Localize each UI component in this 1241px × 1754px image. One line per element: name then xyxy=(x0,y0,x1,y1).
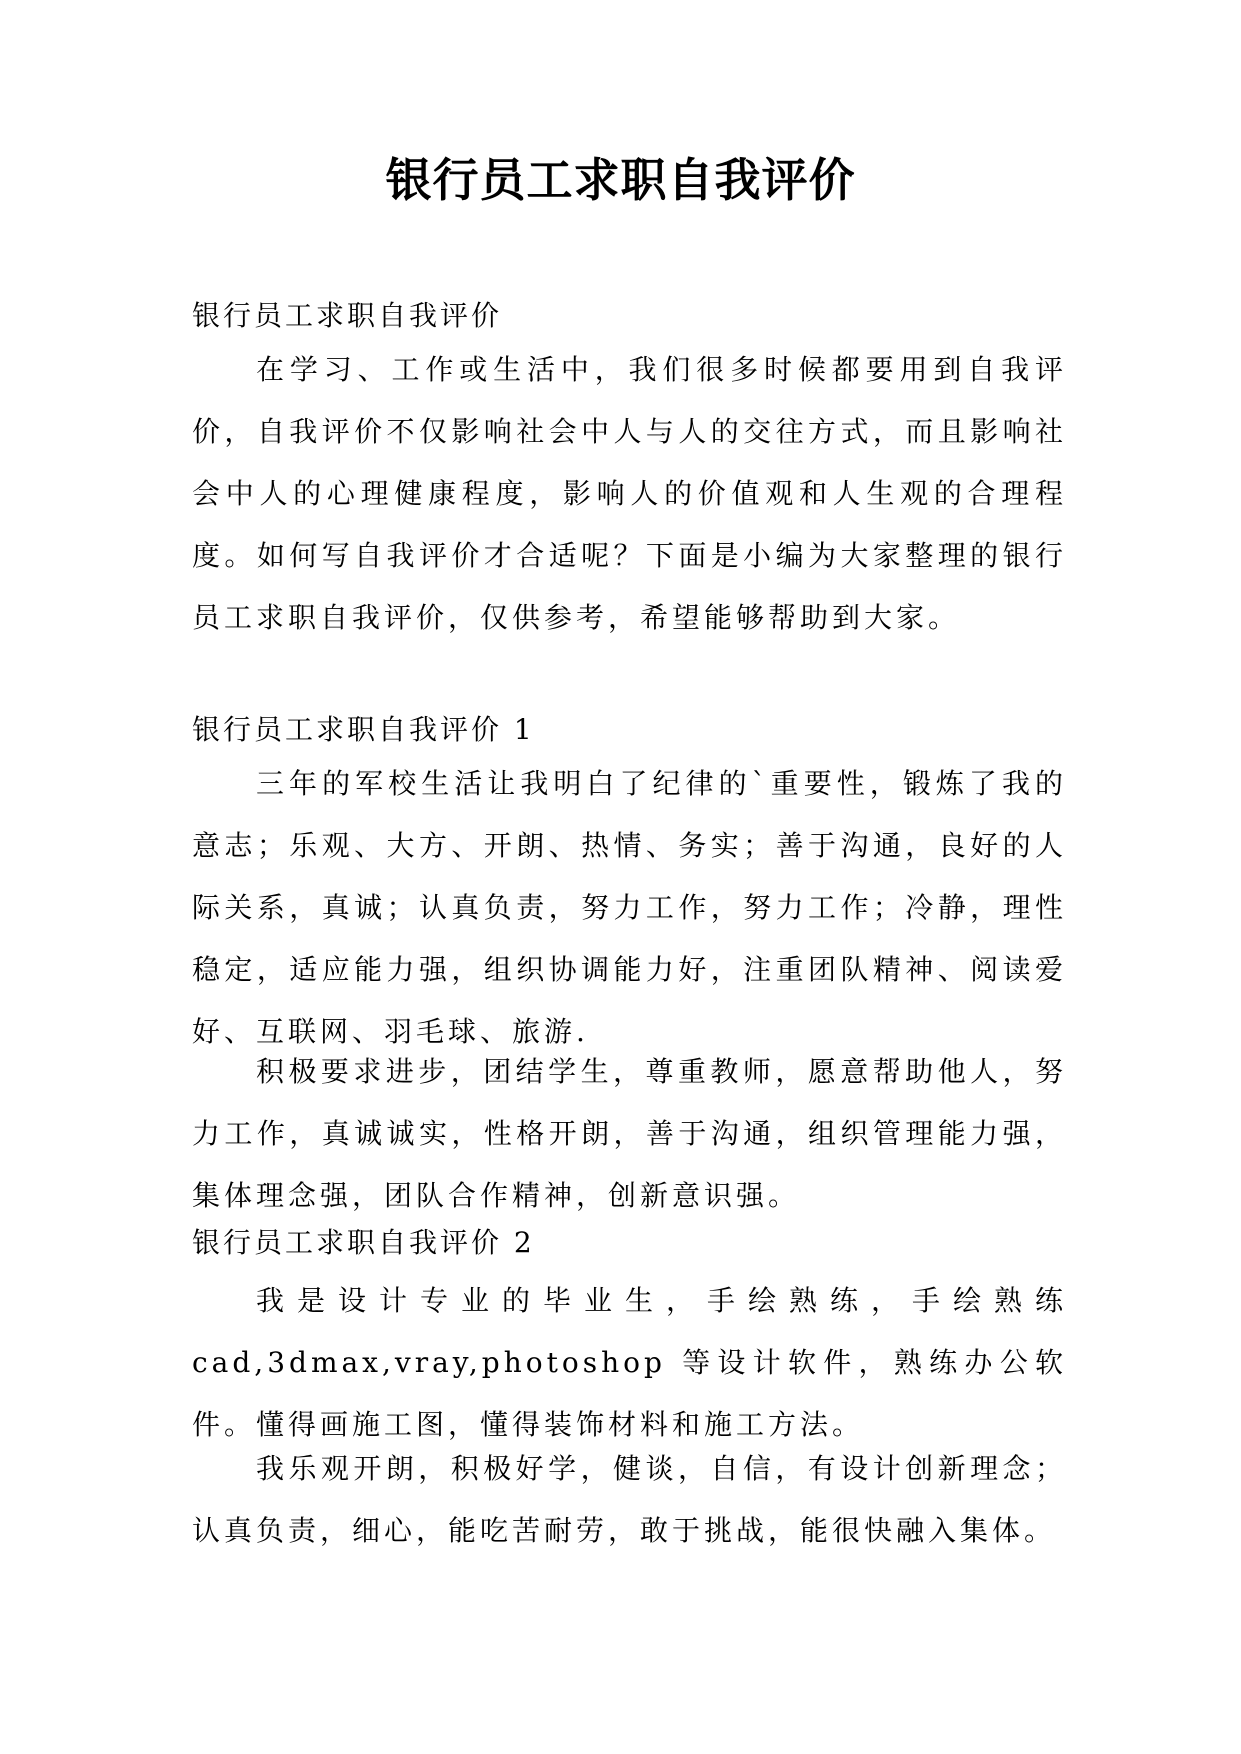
paragraph-text: 在学习、工作或生活中，我们很多时候都要用到自我评价，自我评价不仅影响社会中人与人的交往方式，而且影响社会中人的心理健康程度，影响人的价值观和人生观的合理程度。如何写自我评价才合适呢？下面是小编为大家整理的银行员工求职自我评价，仅供参考，希望能够帮助到大家。 xyxy=(192,353,1067,634)
paragraph-text: 我乐观开朗，积极好学，健谈，自信，有设计创新理念；认真负责，细心，能吃苦耐劳，敢于挑战，能很快融入集体。 xyxy=(192,1452,1067,1547)
paragraph-text: 我是设计专业的毕业生，手绘熟练，手绘熟练 cad,3dmax,vray,photoshop 等设计软件，熟练办公软件。懂得画施工图，懂得装饰材料和施工方法。 xyxy=(192,1284,1067,1441)
section-1-paragraph-1 xyxy=(192,753,1067,1063)
section-1-heading: 银行员工求职自我评价 1 xyxy=(192,713,535,746)
section-2-paragraph-1 xyxy=(192,1270,1067,1456)
section-2-heading: 银行员工求职自我评价 2 xyxy=(192,1226,535,1259)
intro-paragraph xyxy=(192,339,1067,649)
paragraph-text: 三年的军校生活让我明白了纪律的`重要性，锻炼了我的意志；乐观、大方、开朗、热情、务实；善于沟通，良好的人际关系，真诚；认真负责，努力工作，努力工作；冷静，理性稳定，适应能力强，组织协调能力好，注重团队精神、阅读爱好、互联网、羽毛球、旅游. xyxy=(192,767,1067,1048)
section-2-paragraph-2 xyxy=(192,1438,1067,1562)
intro-heading: 银行员工求职自我评价 xyxy=(192,299,503,332)
paragraph-text: 积极要求进步，团结学生，尊重教师，愿意帮助他人，努力工作，真诚诚实，性格开朗，善于沟通，组织管理能力强，集体理念强，团队合作精神，创新意识强。 xyxy=(192,1055,1067,1212)
document-title: 银行员工求职自我评价 xyxy=(385,153,856,207)
section-1-paragraph-2 xyxy=(192,1041,1067,1227)
